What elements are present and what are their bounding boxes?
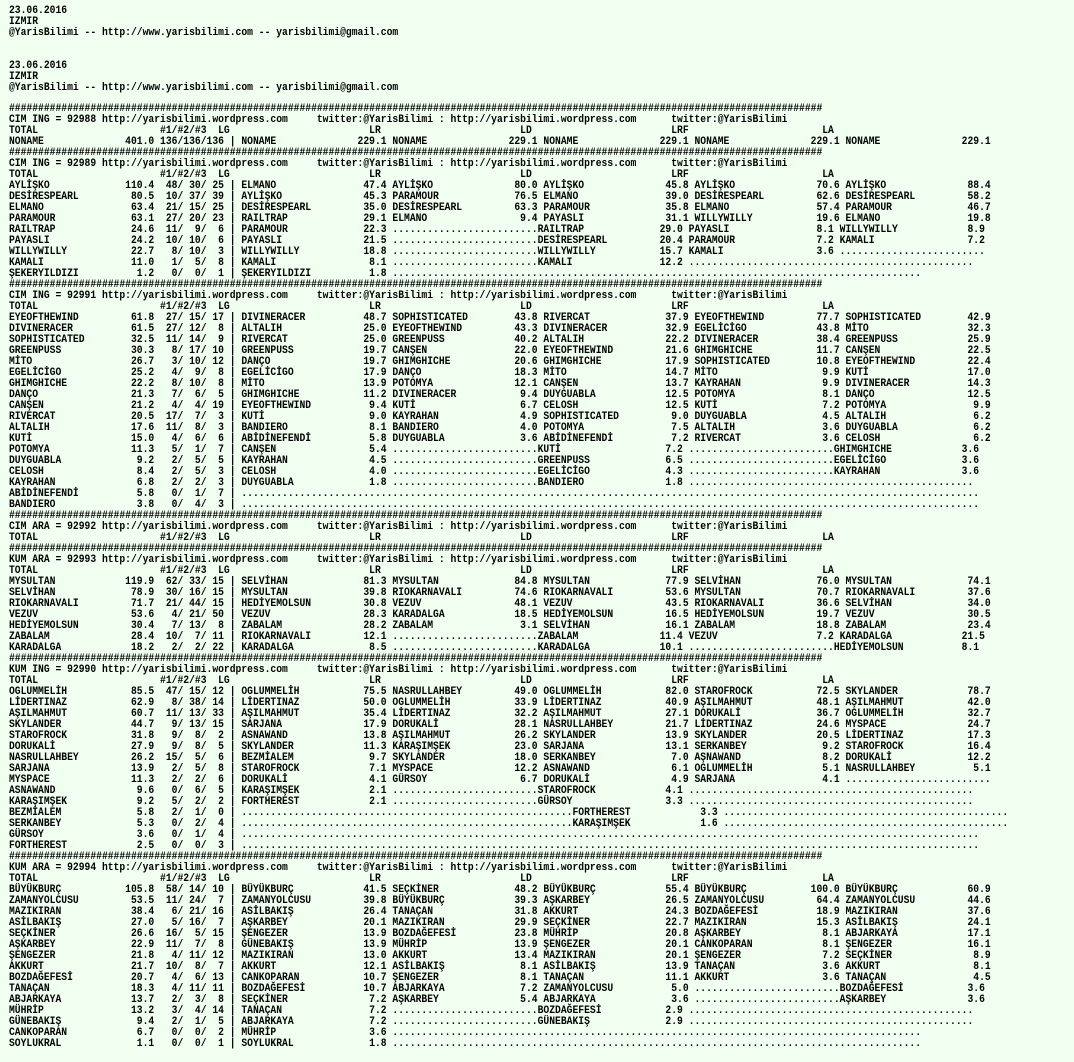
section-divider: ############################################################################################################################################ [9, 543, 823, 555]
table-row: KARADALGA 18.2 2/ 2/ 22 | KARADALGA 8.5 .........................KARADALGA 10.1 .........................HEDİYEMOLSUN 8.1 [9, 642, 980, 654]
section-banner: KUM ARA = 92993 http://yarisbilimi.wordpress.com twitter:@YarisBilimi : http://yarisbilimi.wordpress.com twitter:@YarisBilimi [9, 554, 788, 566]
table-row: ABİDİNEFENDİ 5.8 0/ 1/ 7 | ............................................................................................................................... [9, 488, 980, 500]
table-row: LİDERTINAZ 62.9 8/ 38/ 14 | LİDERTINAZ 50.0 OGLUMMELİH 33.9 LİDERTINAZ 40.9 AŞILMAHMUT 48.1 AŞILMAHMUT 42.0 [9, 697, 991, 709]
table-row: SOYLUKRAL 1.1 0/ 0/ 1 | SOYLUKRAL 1.8 ........................................................................................... [9, 1038, 922, 1050]
section-banner: CIM ING = 92989 http://yarisbilimi.wordpress.com twitter:@YarisBilimi : http://yarisbilimi.wordpress.com twitter:@YarisBilimi [9, 158, 788, 170]
table-row: MİTO 26.7 3/ 10/ 12 | DANÇO 19.7 GHIMGHICHE 20.6 GHIMGHICHE 17.9 SOPHISTICATED 10.8 EYEOFTHEWIND 22.4 [9, 356, 991, 368]
header-line: IZMIR [9, 71, 39, 83]
table-row: DESİRESPEARL 80.5 10/ 37/ 39 | AYLİŞKO 45.3 PARAMOUR 76.5 ELMANO 39.0 DESİRESPEARL 62.6 DESİRESPEARL 58.2 [9, 191, 991, 203]
table-row: AKKURT 21.7 10/ 8/ 7 | AKKURT 12.1 ASİLBAKIŞ 8.1 ASİLBAKIŞ 13.9 TANAÇAN 3.6 AKKURT 8.1 [9, 961, 991, 973]
section-banner: CIM ARA = 92992 http://yarisbilimi.wordpress.com twitter:@YarisBilimi : http://yarisbilimi.wordpress.com twitter:@YarisBilimi [9, 521, 788, 533]
table-row: CELOSH 8.4 2/ 5/ 3 | CELOSH 4.0 .........................EGELİCİGO 4.3 .........................KAYRAHAN 3.6 [9, 466, 980, 478]
table-row: AŞILMAHMUT 60.7 11/ 13/ 33 | AŞILMAHMUT 35.4 LİDERTINAZ 32.2 AŞILMAHMUT 27.1 DORUKALİ 36.7 OGLUMMELİH 32.7 [9, 708, 991, 720]
table-row: ŞEKERYILDIZI 1.2 0/ 0/ 1 | ŞEKERYILDIZI 1.8 ........................................................................................... [9, 268, 922, 280]
table-row: EYEOFTHEWIND 61.8 27/ 15/ 17 | DIVINERACER 48.7 SOPHISTICATED 43.8 RIVERCAT 37.9 EYEOFTHEWIND 77.7 SOPHISTICATED 42.9 [9, 312, 991, 324]
table-row: MAZIKIRAN 38.4 6/ 21/ 16 | ASİLBAKIŞ 26.4 TANAÇAN 31.8 AKKURT 24.3 BOZDAĞEFESİ 18.9 MAZIKIRAN 37.6 [9, 906, 991, 918]
table-row: ELMANO 63.4 21/ 15/ 25 | DESİRESPEARL 35.0 DESİRESPEARL 63.3 PARAMOUR 35.8 ELMANO 57.4 PARAMOUR 46.7 [9, 202, 991, 214]
table-row: STAROFROCK 31.8 9/ 8/ 2 | ASNAWAND 13.8 AŞILMAHMUT 26.2 SKYLANDER 13.9 SKYLANDER 20.5 LİDERTINAZ 17.3 [9, 730, 991, 742]
table-row: MYSPACE 11.3 2/ 2/ 6 | DORUKALİ 4.1 GÜRSOY 6.7 DORUKALİ 4.9 SARJANA 4.1 ......................... [9, 774, 991, 786]
table-row: KAMALI 11.0 1/ 5/ 8 | KAMALI 8.1 .........................KAMALI 12.2 ................................................. [9, 257, 974, 269]
table-row: POTOMYA 11.3 5/ 1/ 7 | CANŞEN 5.4 .........................KUTİ 7.2 .........................GHIMGHICHE 3.6 [9, 444, 980, 456]
table-row: AYLİŞKO 110.4 48/ 30/ 25 | ELMANO 47.4 AYLİŞKO 80.0 AYLİŞKO 45.8 AYLİŞKO 70.6 AYLİŞKO 88.4 [9, 180, 991, 192]
table-row: SARJANA 13.9 2/ 5/ 8 | STAROFROCK 7.1 MYSPACE 12.2 ASNAWAND 6.1 OGLUMMELİH 5.1 NASRULLAHBEY 5.1 [9, 763, 991, 775]
table-row: CANKOPARAN 6.7 0/ 0/ 2 | MÜHRİP 3.6 ........................................................................................... [9, 1027, 922, 1039]
table-row: TANAÇAN 18.3 4/ 11/ 11 | BOZDAĞEFESİ 10.7 ABJARKAYA 7.2 ZAMANYOLCUSU 5.0 .........................BOZDAĞEFESİ 3.6 [9, 983, 985, 995]
table-row: EGELİCİGO 25.2 4/ 9/ 8 | EGELİCİGO 17.9 DANÇO 18.3 MİTO 14.7 MİTO 9.9 KUTİ 17.0 [9, 367, 991, 379]
table-row: DORUKALİ 27.9 9/ 8/ 5 | SKYLANDER 11.3 KARAŞIMŞEK 23.0 SARJANA 13.1 SERKANBEY 9.2 STAROFROCK 16.4 [9, 741, 991, 753]
table-row: VEZUV 53.6 4/ 21/ 50 | VEZUV 28.3 KARADALGA 18.5 HEDİYEMOLSUN 16.5 HEDİYEMOLSUN 19.7 VEZUV 30.5 [9, 609, 991, 621]
table-row: BOZDAĞEFESİ 20.7 4/ 6/ 13 | CANKOPARAN 10.7 ŞENGEZER 8.1 TANAÇAN 11.1 AKKURT 3.6 TANAÇAN 4.5 [9, 972, 991, 984]
table-row: ASİLBAKIŞ 27.0 5/ 16/ 7 | AŞKARBEY 20.1 MAZIKIRAN 29.9 SEÇKİNER 22.7 MAZIKIRAN 15.3 ASİLBAKIŞ 24.1 [9, 917, 991, 929]
table-row: SOPHISTICATED 32.5 11/ 14/ 9 | RIVERCAT 25.0 GREENPUSS 40.2 ALTALIH 22.2 DIVINERACER 38.4 GREENPUSS 25.9 [9, 334, 991, 346]
table-row: ALTALIH 17.6 11/ 8/ 3 | BANDIERO 8.1 BANDIERO 4.0 POTOMYA 7.5 ALTALIH 3.6 DUYGUABLA 6.2 [9, 422, 991, 434]
column-header: TOTAL #1/#2/#3 LG LR LD LRF LA [9, 301, 834, 313]
table-row: KUTİ 15.0 4/ 6/ 6 | ABİDİNEFENDİ 5.8 DUYGUABLA 3.6 ABİDİNEFENDİ 7.2 RIVERCAT 3.6 CELOSH 6.2 [9, 433, 991, 445]
table-row: BEZMİALEM 5.8 2/ 1/ 0 | .........................................................FORTHEREST 3.3 ................................................. [9, 807, 1009, 819]
column-header: TOTAL #1/#2/#3 LG LR LD LRF LA [9, 565, 834, 577]
table-row: FORTHEREST 2.5 0/ 0/ 3 | ............................................................................................................................... [9, 840, 980, 852]
table-row: SERKANBEY 5.3 0/ 2/ 4 | .........................................................KARAŞIMŞEK 1.6 ................................................. [9, 818, 1009, 830]
table-row: GÜNEBAKIŞ 9.4 2/ 1/ 5 | ABJARKAYA 7.2 .........................GÜNEBAKIŞ 2.9 ................................................. [9, 1016, 974, 1028]
table-row: GÜRSOY 3.6 0/ 1/ 4 | ............................................................................................................................... [9, 829, 980, 841]
table-row: WILLYWILLY 22.7 8/ 10/ 3 | WILLYWILLY 18.8 .........................WILLYWILLY 15.7 KAMALI 3.6 ......................... [9, 246, 985, 258]
table-row: PARAMOUR 63.1 27/ 20/ 23 | RAILTRAP 29.1 ELMANO 9.4 PAYASLI 31.1 WILLYWILLY 19.6 ELMANO 19.8 [9, 213, 991, 225]
table-row: SEÇKİNER 26.6 16/ 5/ 15 | ŞENGEZER 13.9 BOZDAĞEFESİ 23.8 MÜHRİP 20.8 AŞKARBEY 8.1 ABJARKAYA 17.1 [9, 928, 991, 940]
table-row: RIOKARNAVALI 71.7 21/ 44/ 15 | HEDİYEMOLSUN 30.8 VEZUV 48.1 VEZUV 43.5 RIOKARNAVALI 36.6 SELVİHAN 34.0 [9, 598, 991, 610]
table-row: OGLUMMELİH 85.5 47/ 15/ 12 | OGLUMMELİH 75.5 NASRULLAHBEY 49.0 OGLUMMELİH 82.0 STAROFROCK 72.5 SKYLANDER 78.7 [9, 686, 991, 698]
section-divider: ############################################################################################################################################ [9, 147, 823, 159]
section-divider: ############################################################################################################################################ [9, 851, 823, 863]
table-row: RAILTRAP 24.6 11/ 9/ 6 | PARAMOUR 22.3 .........................RAILTRAP 29.0 PAYASLI 8.1 WILLYWILLY 8.9 [9, 224, 985, 236]
table-row: BANDIERO 3.8 0/ 4/ 3 | ............................................................................................................................... [9, 499, 980, 511]
section-banner: KUM ARA = 92994 http://yarisbilimi.wordpress.com twitter:@YarisBilimi : http://yarisbilimi.wordpress.com twitter:@YarisBilimi [9, 862, 788, 874]
header-line: 23.06.2016 [9, 60, 68, 72]
section-divider: ############################################################################################################################################ [9, 279, 823, 291]
header-line: @YarisBilimi -- http://www.yarisbilimi.com -- yarisbilimi@gmail.com [9, 82, 399, 94]
table-row: CANŞEN 21.2 4/ 4/ 19 | EYEOFTHEWIND 9.4 KUTİ 6.7 CELOSH 12.5 KUTİ 7.2 POTOMYA 9.9 [9, 400, 991, 412]
table-row: ZABALAM 28.4 10/ 7/ 11 | RIOKARNAVALI 12.1 .........................ZABALAM 11.4 VEZUV 7.2 KARADALGA 21.5 [9, 631, 985, 643]
section-banner: CIM ING = 92991 http://yarisbilimi.wordpress.com twitter:@YarisBilimi : http://yarisbilimi.wordpress.com twitter:@YarisBilimi [9, 290, 788, 302]
table-row: DUYGUABLA 9.2 2/ 5/ 5 | KAYRAHAN 4.5 .........................GREENPUSS 6.5 .........................EGELİCİGO 3.6 [9, 455, 980, 467]
column-header: TOTAL #1/#2/#3 LG LR LD LRF LA [9, 169, 834, 181]
table-row: BÜYÜKBURÇ 105.8 58/ 14/ 10 | BÜYÜKBURÇ 41.5 SEÇKİNER 48.2 BÜYÜKBURÇ 55.4 BÜYÜKBURÇ 100.0 BÜYÜKBURÇ 60.9 [9, 884, 991, 896]
table-row: ZAMANYOLCUSU 53.5 11/ 24/ 7 | ZAMANYOLCUSU 39.8 BÜYÜKBURÇ 39.3 AŞKARBEY 26.5 ZAMANYOLCUSU 64.4 ZAMANYOLCUSU 44.6 [9, 895, 991, 907]
table-row: MÜHRİP 13.2 3/ 4/ 14 | TANAÇAN 7.2 .........................BOZDAĞEFESİ 2.9 ................................................. [9, 1005, 974, 1017]
table-row: KAYRAHAN 6.8 2/ 2/ 3 | DUYGUABLA 1.8 .........................BANDIERO 1.8 ................................................. [9, 477, 974, 489]
section-divider: ############################################################################################################################################ [9, 653, 823, 665]
table-row: SKYLANDER 44.7 9/ 13/ 15 | SARJANA 17.9 DORUKALİ 28.1 NASRULLAHBEY 21.7 LİDERTINAZ 24.6 MYSPACE 24.7 [9, 719, 991, 731]
table-row: PAYASLI 24.2 10/ 10/ 6 | PAYASLI 21.5 .........................DESİRESPEARL 20.4 PARAMOUR 7.2 KAMALI 7.2 [9, 235, 985, 247]
section-banner: KUM ING = 92990 http://yarisbilimi.wordpress.com twitter:@YarisBilimi : http://yarisbilimi.wordpress.com twitter:@YarisBilimi [9, 664, 788, 676]
column-header: TOTAL #1/#2/#3 LG LR LD LRF LA [9, 532, 834, 544]
table-row: GREENPUSS 30.3 8/ 17/ 10 | GREENPUSS 19.7 CANŞEN 22.0 EYEOFTHEWIND 21.6 GHIMGHICHE 11.7 CANŞEN 22.5 [9, 345, 991, 357]
table-row: ABJARKAYA 13.7 2/ 3/ 8 | SEÇKİNER 7.2 AŞKARBEY 5.4 ABJARKAYA 3.6 .........................AŞKARBEY 3.6 [9, 994, 985, 1006]
header-line: IZMIR [9, 16, 39, 28]
table-row: RIVERCAT 20.5 17/ 7/ 3 | KUTİ 9.0 KAYRAHAN 4.9 SOPHISTICATED 9.0 DUYGUABLA 4.5 ALTALIH 6.2 [9, 411, 991, 423]
column-header: TOTAL #1/#2/#3 LG LR LD LRF LA [9, 873, 834, 885]
table-row: NASRULLAHBEY 26.2 15/ 5/ 6 | BEZMİALEM 9.7 SKYLANDER 18.0 SERKANBEY 7.0 AŞNAWAND 8.2 DORUKALİ 12.2 [9, 752, 991, 764]
table-row: NONAME 401.0 136/136/136 | NONAME 229.1 NONAME 229.1 NONAME 229.1 NONAME 229.1 NONAME 229.1 [9, 136, 991, 148]
table-row: DIVINERACER 61.5 27/ 12/ 8 | ALTALIH 25.0 EYEOFTHEWIND 43.3 DIVINERACER 32.9 EGELİCİGO 43.8 MİTO 32.3 [9, 323, 991, 335]
table-row: KARAŞIMŞEK 9.2 5/ 2/ 2 | FORTHEREST 2.1 .........................GÜRSOY 3.3 ................................................. [9, 796, 974, 808]
table-row: MYSULTAN 119.9 62/ 33/ 15 | SELVİHAN 81.3 MYSULTAN 84.8 MYSULTAN 77.9 SELVİHAN 76.0 MYSULTAN 74.1 [9, 576, 991, 588]
table-row: DANÇO 21.3 7/ 6/ 5 | GHIMGHICHE 11.2 DIVINERACER 9.4 DUYGUABLA 12.5 POTOMYA 8.1 DANÇO 12.5 [9, 389, 991, 401]
table-row: HEDİYEMOLSUN 30.4 7/ 13/ 8 | ZABALAM 28.2 ZABALAM 3.1 SELVİHAN 16.1 ZABALAM 18.8 ZABALAM 23.4 [9, 620, 991, 632]
table-row: SELVİHAN 78.9 30/ 16/ 15 | MYSULTAN 39.8 RIOKARNAVALI 74.6 RIOKARNAVALI 53.6 MYSULTAN 70.7 RIOKARNAVALI 37.6 [9, 587, 991, 599]
section-divider: ############################################################################################################################################ [9, 103, 823, 115]
header-line: @YarisBilimi -- http://www.yarisbilimi.com -- yarisbilimi@gmail.com [9, 27, 399, 39]
section-banner: CIM ING = 92988 http://yarisbilimi.wordpress.com twitter:@YarisBilimi : http://yarisbilimi.wordpress.com twitter:@YarisBilimi [9, 114, 788, 126]
header-line: 23.06.2016 [9, 5, 68, 17]
section-divider: ############################################################################################################################################ [9, 510, 823, 522]
table-row: ASNAWAND 9.6 0/ 6/ 5 | KARAŞIMŞEK 2.1 .........................STAROFROCK 4.1 ................................................. [9, 785, 974, 797]
table-row: AŞKARBEY 22.9 11/ 7/ 8 | GÜNEBAKIŞ 13.9 MÜHRİP 13.9 ŞENGEZER 20.1 CANKOPARAN 8.1 ŞENGEZER 16.1 [9, 939, 991, 951]
column-header: TOTAL #1/#2/#3 LG LR LD LRF LA [9, 125, 834, 137]
table-row: GHIMGHICHE 22.2 8/ 10/ 8 | MİTO 13.9 POTOMYA 12.1 CANŞEN 13.7 KAYRAHAN 9.9 DIVINERACER 14.3 [9, 378, 991, 390]
column-header: TOTAL #1/#2/#3 LG LR LD LRF LA [9, 675, 834, 687]
table-row: ŞENGEZER 21.8 4/ 11/ 12 | MAZIKIRAN 13.0 AKKURT 13.4 MAZIKIRAN 20.1 ŞENGEZER 7.2 SEÇKİNER 8.9 [9, 950, 991, 962]
